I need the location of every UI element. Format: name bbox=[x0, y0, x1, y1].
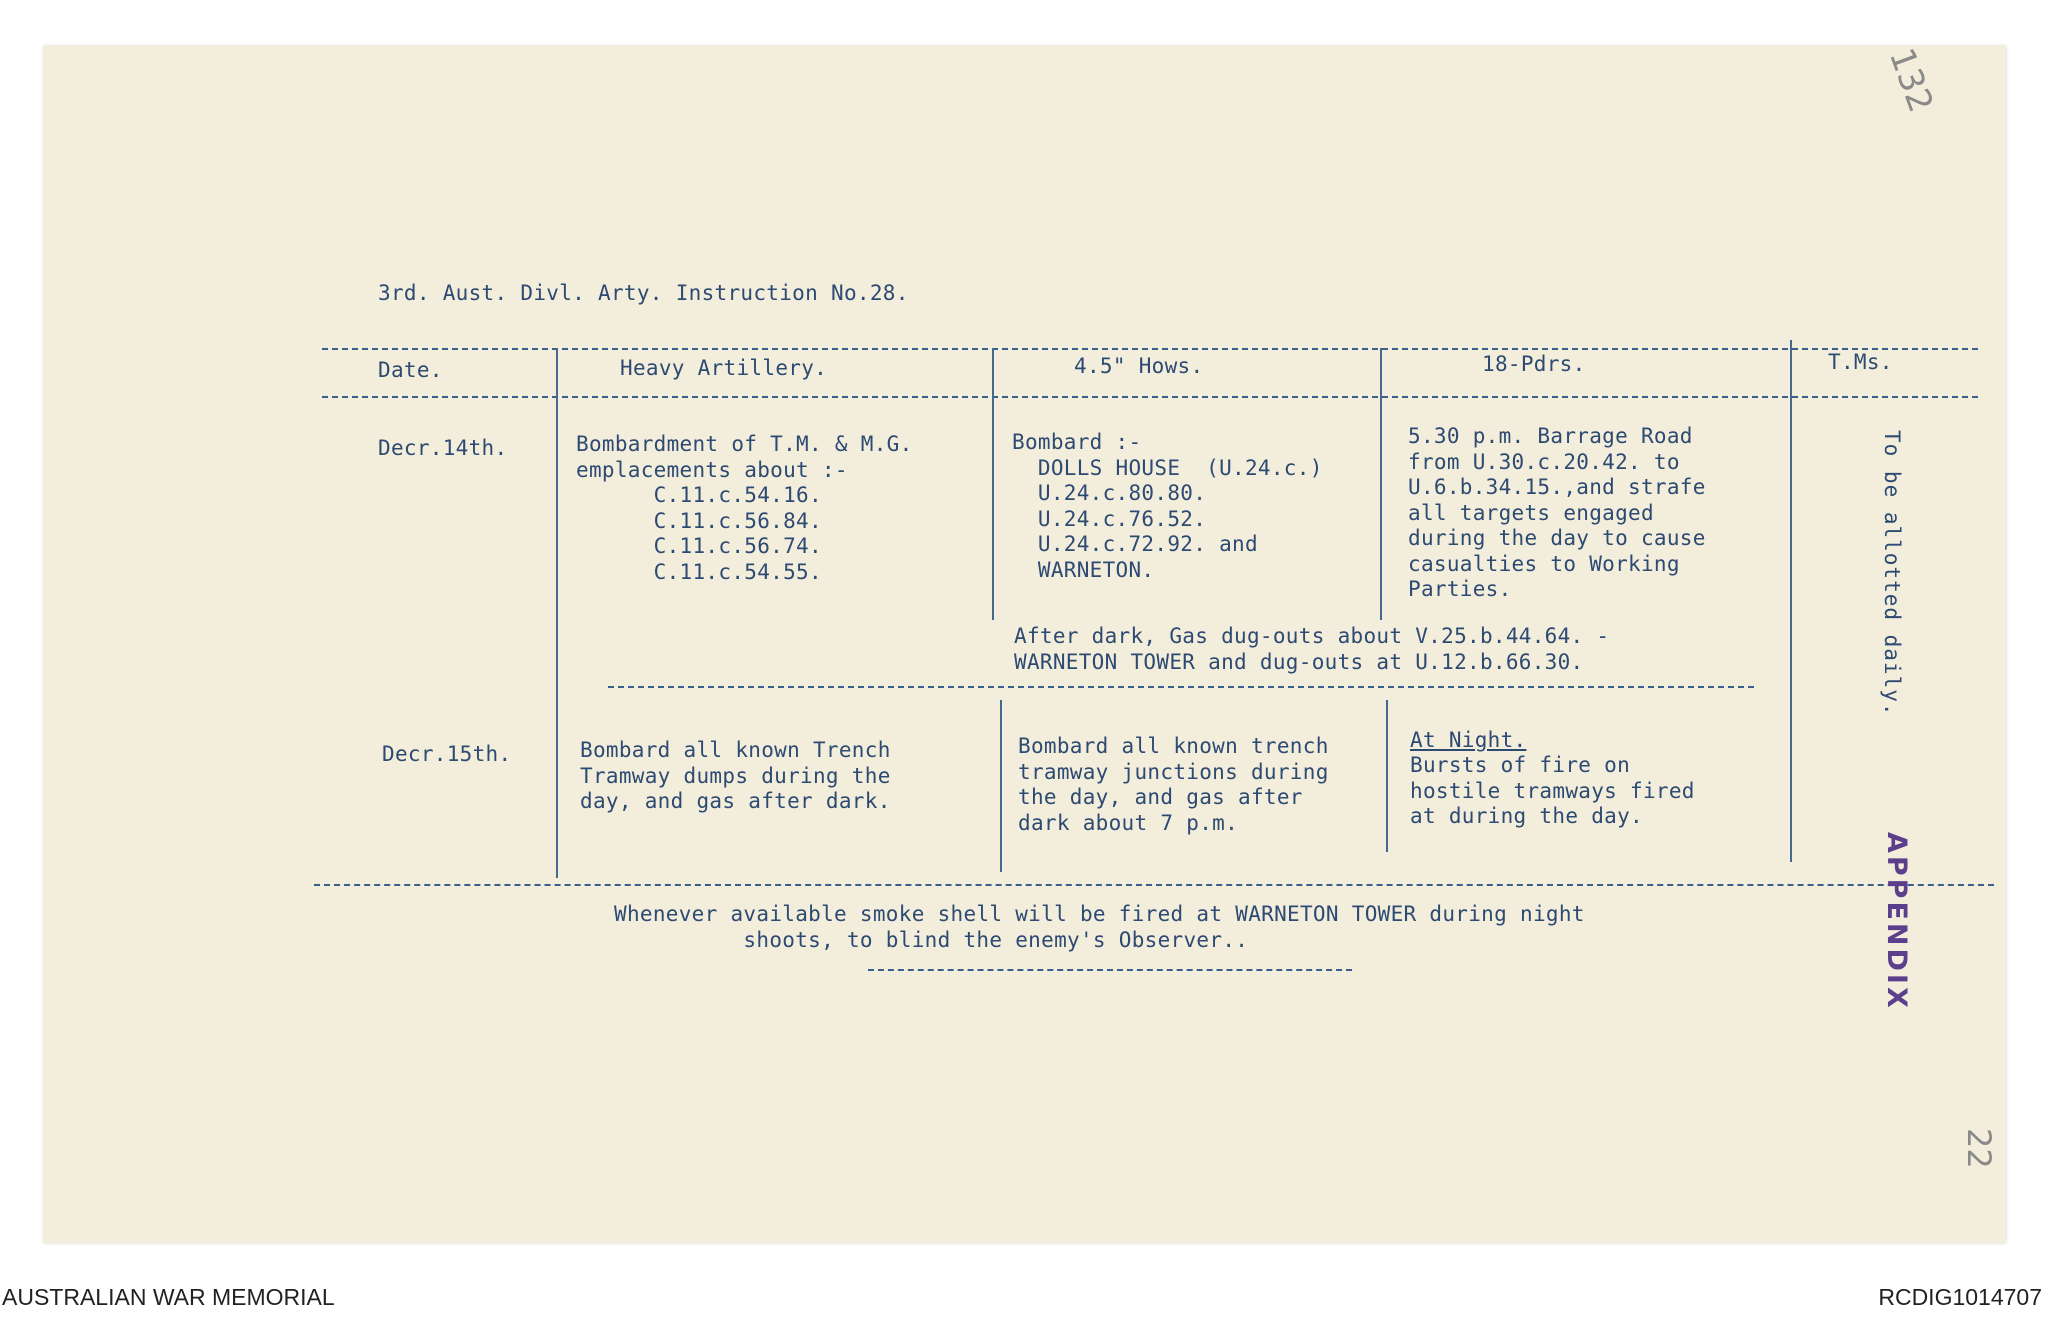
footer-record-id: RCDIG1014707 bbox=[1878, 1284, 2042, 1310]
row-1-pdrs: 5.30 p.m. Barrage Road from U.30.c.20.42. to U.6.b.34.15.,and strafe all targets engaged during the day to cause casualties to Working Parties. bbox=[1408, 424, 1706, 601]
column-rule-date bbox=[556, 348, 558, 878]
row-1-heavy-artillery: Bombardment of T.M. & M.G. emplacements about :- C.11.c.54.16. C.11.c.56.84. C.11.c.56.74. C.11.c.54.55. bbox=[576, 432, 913, 584]
column-rule-heavy-bottom bbox=[1000, 700, 1002, 872]
row-separator-rule bbox=[608, 686, 1754, 688]
document-heading: 3rd. Aust. Divl. Arty. Instruction No.28. bbox=[378, 281, 909, 305]
column-header-date: Date. bbox=[378, 358, 443, 382]
column-header-heavy-artillery: Heavy Artillery. bbox=[620, 356, 828, 380]
column-rule-heavy-top bbox=[992, 348, 994, 620]
footer-institution: AUSTRALIAN WAR MEMORIAL bbox=[2, 1284, 335, 1310]
row-1-combined-note: After dark, Gas dug-outs about V.25.b.44.64. - WARNETON TOWER and dug-outs at U.12.b.66.30. bbox=[1014, 624, 1610, 674]
header-bottom-rule bbox=[322, 396, 1978, 398]
column-header-hows: 4.5" Hows. bbox=[1074, 354, 1204, 378]
column-rule-pdrs bbox=[1790, 340, 1792, 862]
smoke-shell-footnote: Whenever available smoke shell will be fired at WARNETON TOWER during night shoots, to blind the enemy's Observer.. bbox=[614, 902, 1585, 952]
appendix-stamp: APPENDIX bbox=[1881, 832, 1912, 1011]
row-1-hows: Bombard :- DOLLS HOUSE (U.24.c.) U.24.c.80.80. U.24.c.76.52. U.24.c.72.92. and WARNETON. bbox=[1012, 430, 1323, 582]
row-2-date: Decr.15th. bbox=[382, 742, 512, 766]
row-2-pdrs-heading: At Night. bbox=[1410, 728, 1527, 752]
column-rule-hows-top bbox=[1380, 348, 1382, 620]
footnote-underline bbox=[868, 969, 1352, 971]
column-rule-hows-bottom bbox=[1386, 700, 1388, 852]
column-header-pdrs: 18-Pdrs. bbox=[1482, 352, 1586, 376]
row-2-pdrs: Bursts of fire on hostile tramways fired at during the day. bbox=[1410, 753, 1695, 828]
table-bottom-rule bbox=[314, 884, 1994, 886]
column-header-tms: T.Ms. bbox=[1828, 350, 1893, 374]
folio-number-bottom: 22 bbox=[1960, 1128, 1998, 1169]
folio-number-top: 132 bbox=[1880, 42, 1941, 118]
table-top-rule bbox=[322, 348, 1978, 350]
tms-allotment-note: To be allotted daily. bbox=[1880, 430, 1904, 717]
row-1-date: Decr.14th. bbox=[378, 436, 508, 460]
row-2-hows: Bombard all known trench tramway junctions during the day, and gas after dark about 7 p.m. bbox=[1018, 734, 1329, 835]
row-2-heavy-artillery: Bombard all known Trench Tramway dumps during the day, and gas after dark. bbox=[580, 738, 891, 813]
